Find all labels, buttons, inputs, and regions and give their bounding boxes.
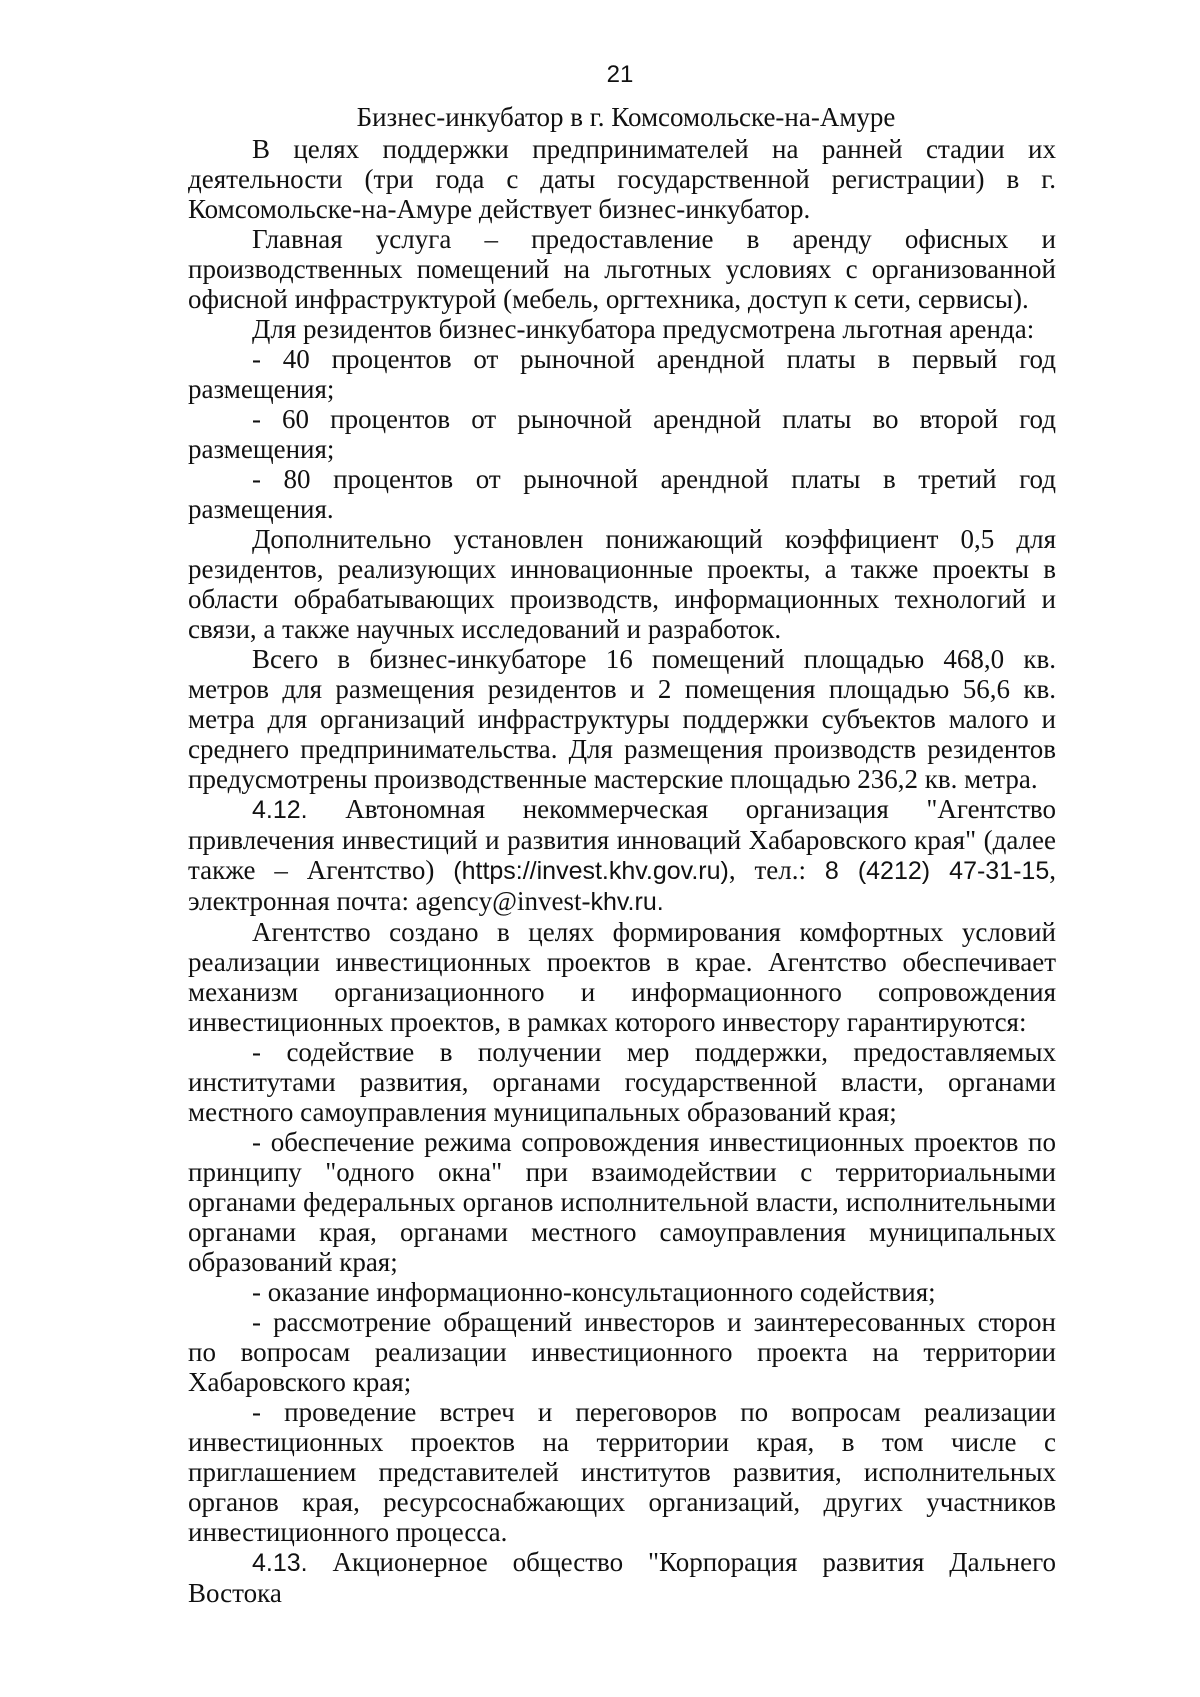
section-text: Автономная некоммерческая организация "Агентство привлечения инвестиций и развития инноваций Хабаровского края" (далее также – Агентство): [188, 794, 1056, 885]
section-number: 4.12.: [252, 796, 308, 824]
list-item: - обеспечение режима сопровождения инвестиционных проектов по принципу "одного окна" при взаимодействии с территориальными органами федеральных органов исполнительной власти, исполнительными органами края, органами местного самоуправления муниципальных образований края;: [188, 1127, 1056, 1277]
page-number: 21: [606, 61, 634, 88]
paragraph: В целях поддержки предпринимателей на ранней стадии их деятельности (три года с даты государственной регистрации) в г. Комсомольске-на-Амуре действует бизнес-инкубатор.: [188, 134, 1056, 224]
list-item: - 80 процентов от рыночной арендной платы в третий год размещения.: [188, 464, 1056, 524]
list-item: - 40 процентов от рыночной арендной платы в первый год размещения;: [188, 344, 1056, 404]
paragraph-section-4-13: [188, 1547, 1056, 1608]
list-item: - оказание информационно-консультационного содействия;: [252, 1277, 936, 1307]
paragraph: Главная услуга – предоставление в аренду офисных и производственных помещений на льготных условиях с организованной офисной инфраструктурой (мебель, оргтехника, доступ к сети, сервисы).: [188, 224, 1056, 314]
section-text: , тел.:: [728, 855, 825, 885]
list-item: - содействие в получении мер поддержки, предоставляемых институтами развития, органами государственной власти, органами местного самоуправления муниципальных образований края;: [188, 1037, 1056, 1127]
list-item: - 60 процентов от рыночной арендной платы во второй год размещения;: [188, 404, 1056, 464]
section-heading: Бизнес-инкубатор в г. Комсомольске-на-Амуре: [356, 102, 896, 132]
paragraph: Всего в бизнес-инкубаторе 16 помещений площадью 468,0 кв. метров для размещения резидентов и 2 помещения площадью 56,6 кв. метра для организаций инфраструктуры поддержки субъектов малого и среднего предпринимательства. Для размещения производств резидентов предусмотрены производственные мастерские площадью 236,2 кв. метра.: [188, 644, 1056, 794]
list-item: - проведение встреч и переговоров по вопросам реализации инвестиционных проектов на территории края, в том числе с приглашением представителей институтов развития, исполнительных органов края, ресурсоснабжающих организаций, других участников инвестиционного процесса.: [188, 1397, 1056, 1547]
phone-number: 8 (4212) 47-31-15: [824, 857, 1050, 885]
list-item: - рассмотрение обращений инвесторов и заинтересованных сторон по вопросам реализации инвестиционного проекта на территории Хабаровского края;: [188, 1307, 1056, 1397]
paragraph: Дополнительно установлен понижающий коэффициент 0,5 для резидентов, реализующих инновационные проекты, а также проекты в области обрабатывающих производств, информационных технологий и связи, а также научных исследований и разработок.: [188, 524, 1056, 644]
paragraph: Агентство создано в целях формирования комфортных условий реализации инвестиционных проектов в крае. Агентство обеспечивает механизм организационного и информационного сопровождения инвестиционных проектов, в рамках которого инвестору гарантируются:: [188, 917, 1056, 1037]
section-text: Акционерное общество "Корпорация развития Дальнего Востока: [188, 1547, 1056, 1608]
document-body: [188, 102, 1056, 1608]
paragraph-section-4-12: [188, 794, 1056, 917]
section-text: , электронная почта: agency@invest-: [188, 855, 1056, 916]
website-link[interactable]: (https://invest.khv.gov.ru): [453, 857, 729, 885]
section-number: 4.13.: [252, 1549, 308, 1577]
email-tail: khv.ru.: [590, 888, 664, 916]
paragraph: Для резидентов бизнес-инкубатора предусмотрена льготная аренда:: [252, 314, 1035, 344]
